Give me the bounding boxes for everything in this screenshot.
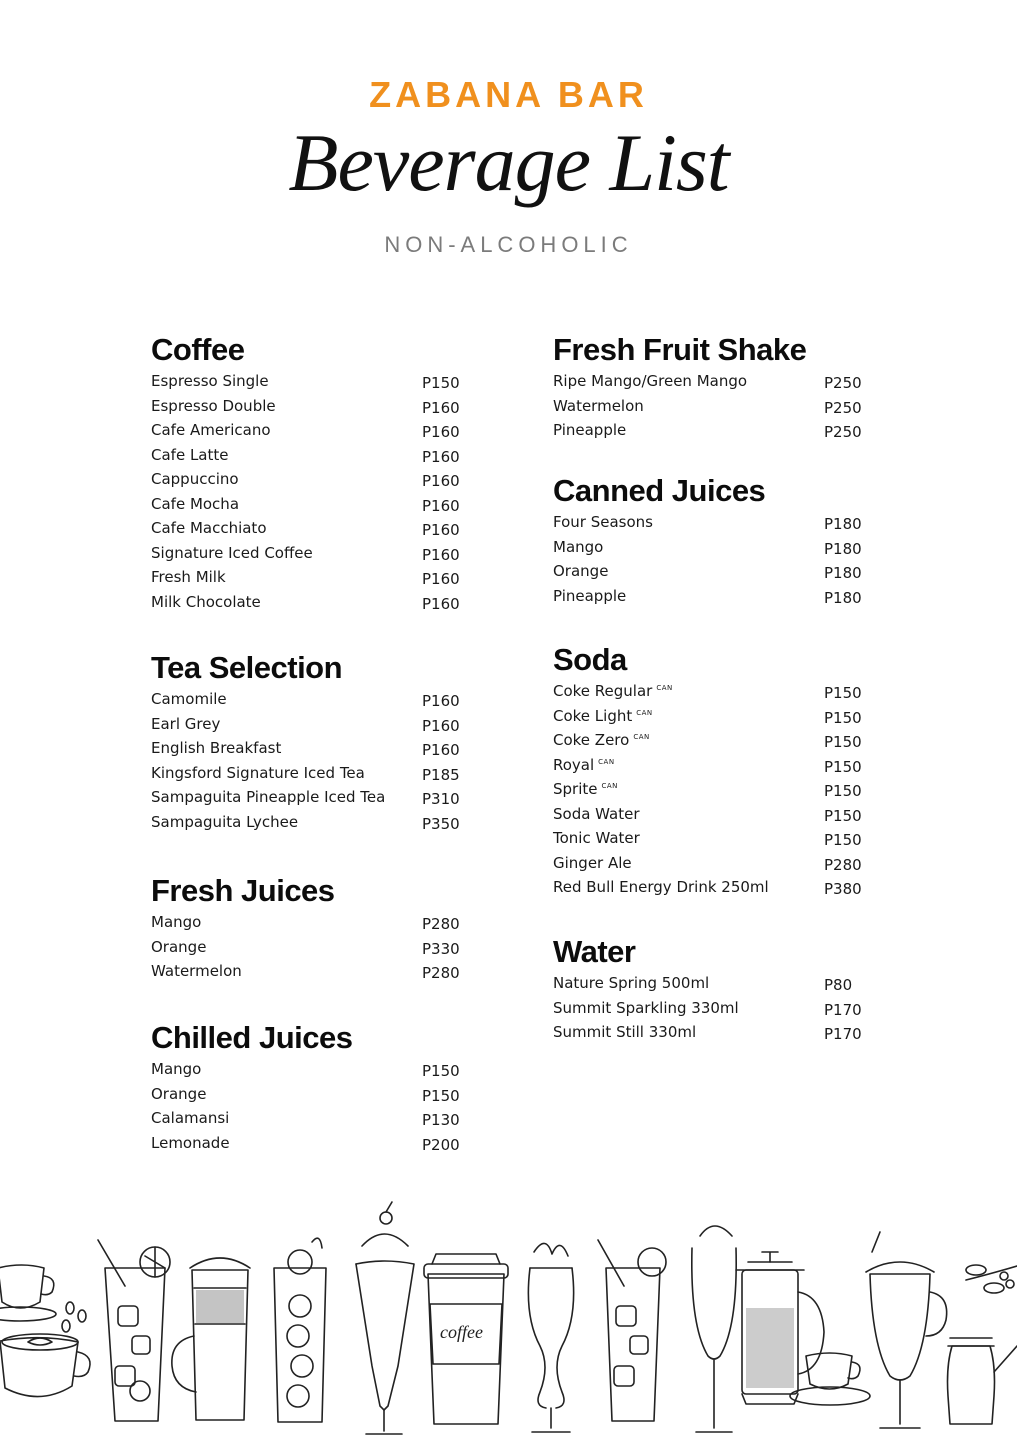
item-name-text: Red Bull Energy Drink 250ml <box>553 878 769 896</box>
item-name-text: Cappuccino <box>151 470 239 488</box>
item-price: P150 <box>422 1062 460 1080</box>
menu-item-coke-regular <box>553 682 883 707</box>
item-price: P160 <box>422 594 460 613</box>
item-price: P160 <box>422 545 460 564</box>
menu-item-soda-water <box>553 805 883 830</box>
item-name-text: Calamansi <box>151 1109 230 1127</box>
item-price: P130 <box>422 1111 460 1129</box>
section-title: Canned Juices <box>553 473 766 508</box>
menu-item-sampaguita-lychee <box>151 813 481 838</box>
item-name <box>553 587 626 605</box>
item-name <box>151 962 242 980</box>
item-price: P280 <box>422 915 460 933</box>
menu-item-royal <box>553 756 883 781</box>
item-price: P150 <box>824 733 862 751</box>
menu-item-mango <box>553 538 883 563</box>
item-name-text: Coke Light <box>553 706 633 725</box>
item-price: P280 <box>824 855 862 874</box>
item-name-text: Sampaguita Lychee <box>151 812 299 831</box>
section-tea-selection <box>151 648 481 837</box>
item-name <box>553 513 653 531</box>
item-price: P150 <box>824 806 862 825</box>
menu-item-espresso-double <box>151 397 481 422</box>
takeaway-cup-icon <box>424 1254 508 1424</box>
item-name-text: Nature Spring 500ml <box>553 974 710 992</box>
item-name-text: English Breakfast <box>151 739 282 757</box>
item-price: P200 <box>422 1135 460 1154</box>
iced-tea-glass-icon <box>98 1240 170 1421</box>
item-price: P170 <box>824 1000 862 1019</box>
item-price: P160 <box>422 496 460 515</box>
item-name <box>553 878 769 896</box>
item-name-text: Sprite <box>553 780 598 798</box>
item-name <box>553 805 640 823</box>
item-name-text: Mango <box>151 1060 202 1078</box>
section-fresh-fruit-shake <box>553 330 883 446</box>
section-title: Chilled Juices <box>151 1020 353 1055</box>
irish-coffee-glass-icon <box>866 1232 947 1428</box>
section-fresh-juices <box>151 871 481 987</box>
item-name <box>553 999 739 1017</box>
item-price: P250 <box>824 423 862 441</box>
menu-item-coke-light <box>553 707 883 732</box>
item-name-text: Kingsford Signature Iced Tea <box>151 763 365 782</box>
menu-item-tonic-water <box>553 829 883 854</box>
menu-item-camomile <box>151 690 481 715</box>
item-price: P150 <box>824 757 862 776</box>
menu-item-sampaguita-pineapple-iced-tea <box>151 788 481 813</box>
item-price: P170 <box>824 1025 862 1043</box>
item-name <box>151 788 385 806</box>
item-name <box>151 372 269 390</box>
item-name-text: Watermelon <box>151 962 242 980</box>
item-name <box>151 1109 229 1127</box>
item-price: P180 <box>824 539 862 558</box>
item-price: P150 <box>824 782 862 800</box>
menu-item-mango <box>151 913 481 938</box>
cup-label: coffee <box>440 1322 483 1342</box>
item-name <box>553 731 650 749</box>
item-price: P160 <box>422 521 460 539</box>
item-name <box>553 707 653 725</box>
brand-name: ZABANA BAR <box>369 74 648 115</box>
drinks-illustration <box>0 1196 1017 1440</box>
item-name <box>553 854 632 872</box>
item-name <box>553 397 644 415</box>
item-price: P250 <box>824 398 862 417</box>
item-name-text: Cafe Mocha <box>151 494 240 513</box>
coffee-beans-icon <box>62 1302 86 1332</box>
item-price: P160 <box>422 398 460 417</box>
menu-item-orange <box>151 938 481 963</box>
item-price: P180 <box>824 515 862 533</box>
latte-mug-icon <box>172 1258 250 1420</box>
item-price: P180 <box>824 564 862 582</box>
can-tag: CAN <box>636 708 653 717</box>
menu-item-english-breakfast <box>151 739 481 764</box>
item-name-text: Coke Regular <box>553 682 653 700</box>
section-title: Fresh Fruit Shake <box>553 332 807 367</box>
item-name <box>151 739 281 757</box>
item-name-text: Tonic Water <box>553 829 640 847</box>
item-name-text: Orange <box>553 562 609 580</box>
item-name <box>151 397 276 415</box>
item-name <box>151 690 227 708</box>
item-price: P160 <box>422 570 460 588</box>
item-name <box>553 756 615 774</box>
menu-item-four-seasons <box>553 513 883 538</box>
item-price: P150 <box>824 831 862 849</box>
coffee-plant-icon <box>966 1265 1017 1293</box>
item-price: P150 <box>422 1086 460 1105</box>
menu-item-sprite <box>553 780 883 805</box>
item-name-text: Mango <box>553 537 604 556</box>
section-canned-juices <box>553 471 883 611</box>
menu-item-watermelon <box>553 397 883 422</box>
menu-item-cappuccino <box>151 470 481 495</box>
item-name-text: Ginger Ale <box>553 853 632 872</box>
item-name-text: Summit Sparkling 330ml <box>553 998 739 1017</box>
item-price: P310 <box>422 790 460 808</box>
highball-glass-icon <box>274 1238 326 1422</box>
section-water <box>553 932 883 1048</box>
latte-cup-icon <box>0 1334 90 1397</box>
item-name <box>151 1134 230 1152</box>
menu-item-ginger-ale <box>553 854 883 879</box>
item-price: P180 <box>824 588 862 607</box>
item-name <box>151 1085 206 1103</box>
section-soda <box>553 640 883 903</box>
section-chilled-juices <box>151 1018 481 1158</box>
item-name-text: Summit Still 330ml <box>553 1023 697 1041</box>
item-name <box>151 813 298 831</box>
item-name-text: Cafe Macchiato <box>151 519 267 537</box>
menu-item-red-bull-energy-drink-250ml <box>553 878 883 903</box>
french-press-icon <box>736 1252 824 1404</box>
item-name <box>151 446 228 464</box>
item-name <box>151 913 201 931</box>
menu-item-coke-zero <box>553 731 883 756</box>
menu-item-orange <box>553 562 883 587</box>
item-name <box>553 780 618 798</box>
item-price: P380 <box>824 880 862 898</box>
item-name <box>151 519 267 537</box>
menu-item-kingsford-signature-iced-tea <box>151 764 481 789</box>
item-name <box>151 495 239 513</box>
item-name-text: Lemonade <box>151 1133 230 1152</box>
item-name-text: Mango <box>151 913 202 931</box>
menu-item-pineapple <box>553 587 883 612</box>
item-name <box>151 764 365 782</box>
item-name <box>151 421 271 439</box>
menu-item-espresso-single <box>151 372 481 397</box>
menu-item-mango <box>151 1060 481 1085</box>
item-price: P150 <box>422 374 460 392</box>
item-name <box>553 1023 696 1041</box>
menu-item-cafe-mocha <box>151 495 481 520</box>
item-name-text: Espresso Double <box>151 396 276 415</box>
coffee-pot-icon <box>948 1338 1017 1424</box>
page-subtitle: NON-ALCOHOLIC <box>384 232 633 257</box>
menu-item-cafe-latte <box>151 446 481 471</box>
page-title: Beverage List <box>288 117 729 208</box>
item-price: P330 <box>422 939 460 958</box>
menu-item-ripe-mango-green-mango <box>553 372 883 397</box>
item-name-text: Signature Iced Coffee <box>151 543 313 562</box>
item-name-text: Milk Chocolate <box>151 592 261 611</box>
item-name <box>151 593 261 611</box>
item-price: P160 <box>422 716 460 735</box>
item-name <box>151 544 313 562</box>
item-price: P160 <box>422 447 460 466</box>
item-name-text: Orange <box>151 937 207 956</box>
champagne-flute-icon <box>692 1226 736 1432</box>
iced-tea-glass-2-icon <box>598 1240 666 1421</box>
milkshake-glass-icon <box>356 1202 414 1434</box>
item-name <box>151 715 220 733</box>
menu-item-calamansi <box>151 1109 481 1134</box>
item-name-text: Ripe Mango/Green Mango <box>553 372 748 390</box>
item-name-text: Pineapple <box>553 586 627 605</box>
section-title: Coffee <box>151 332 245 367</box>
item-name <box>553 421 626 439</box>
menu-item-cafe-americano <box>151 421 481 446</box>
item-name-text: Four Seasons <box>553 513 653 531</box>
item-name-text: Orange <box>151 1084 207 1103</box>
can-tag: CAN <box>656 684 673 692</box>
menu-item-nature-spring-500ml <box>553 974 883 999</box>
section-coffee <box>151 330 481 617</box>
menu-item-summit-sparkling-330ml <box>553 999 883 1024</box>
item-name-text: Royal <box>553 755 595 774</box>
hurricane-glass-icon <box>528 1243 573 1432</box>
section-title: Water <box>553 934 636 969</box>
item-price: P80 <box>824 976 853 994</box>
menu-item-summit-still-330ml <box>553 1023 883 1048</box>
item-price: P160 <box>422 692 460 710</box>
item-price: P160 <box>422 741 460 759</box>
item-name-text: Coke Zero <box>553 731 630 749</box>
item-price: P185 <box>422 765 460 784</box>
menu-item-pineapple <box>553 421 883 446</box>
item-name-text: Pineapple <box>553 421 627 439</box>
can-tag: CAN <box>601 782 618 790</box>
espresso-saucer-icon <box>790 1353 870 1405</box>
item-price: P160 <box>422 423 460 441</box>
menu-item-earl-grey <box>151 715 481 740</box>
item-name-text: Earl Grey <box>151 714 221 733</box>
can-tag: CAN <box>633 733 650 741</box>
item-name-text: Espresso Single <box>151 372 269 390</box>
item-name-text: Cafe Latte <box>151 445 229 464</box>
item-price: P280 <box>422 964 460 982</box>
item-name-text: Watermelon <box>553 396 644 415</box>
menu-item-signature-iced-coffee <box>151 544 481 569</box>
section-title: Tea Selection <box>151 650 343 685</box>
item-name <box>151 470 239 488</box>
section-title: Soda <box>553 642 627 677</box>
menu-item-fresh-milk <box>151 568 481 593</box>
can-tag: CAN <box>598 757 615 766</box>
item-price: P250 <box>824 374 862 392</box>
item-name <box>553 682 673 700</box>
item-price: P350 <box>422 814 460 833</box>
item-name-text: Sampaguita Pineapple Iced Tea <box>151 788 386 806</box>
item-name <box>553 974 709 992</box>
section-title: Fresh Juices <box>151 873 335 908</box>
item-name-text: Camomile <box>151 690 227 708</box>
menu-item-cafe-macchiato <box>151 519 481 544</box>
item-price: P150 <box>824 684 862 702</box>
item-name <box>553 538 603 556</box>
menu-item-lemonade <box>151 1134 481 1159</box>
item-price: P150 <box>824 708 862 727</box>
item-name <box>151 568 226 586</box>
espresso-cup-icon <box>0 1265 56 1321</box>
item-price: P160 <box>422 472 460 490</box>
menu-item-watermelon <box>151 962 481 987</box>
item-name-text: Soda Water <box>553 804 640 823</box>
item-name-text: Cafe Americano <box>151 421 271 439</box>
item-name <box>151 938 206 956</box>
item-name <box>553 372 747 390</box>
item-name <box>553 829 640 847</box>
item-name-text: Fresh Milk <box>151 568 226 586</box>
item-name <box>151 1060 201 1078</box>
menu-item-orange <box>151 1085 481 1110</box>
item-name <box>553 562 608 580</box>
menu-item-milk-chocolate <box>151 593 481 618</box>
